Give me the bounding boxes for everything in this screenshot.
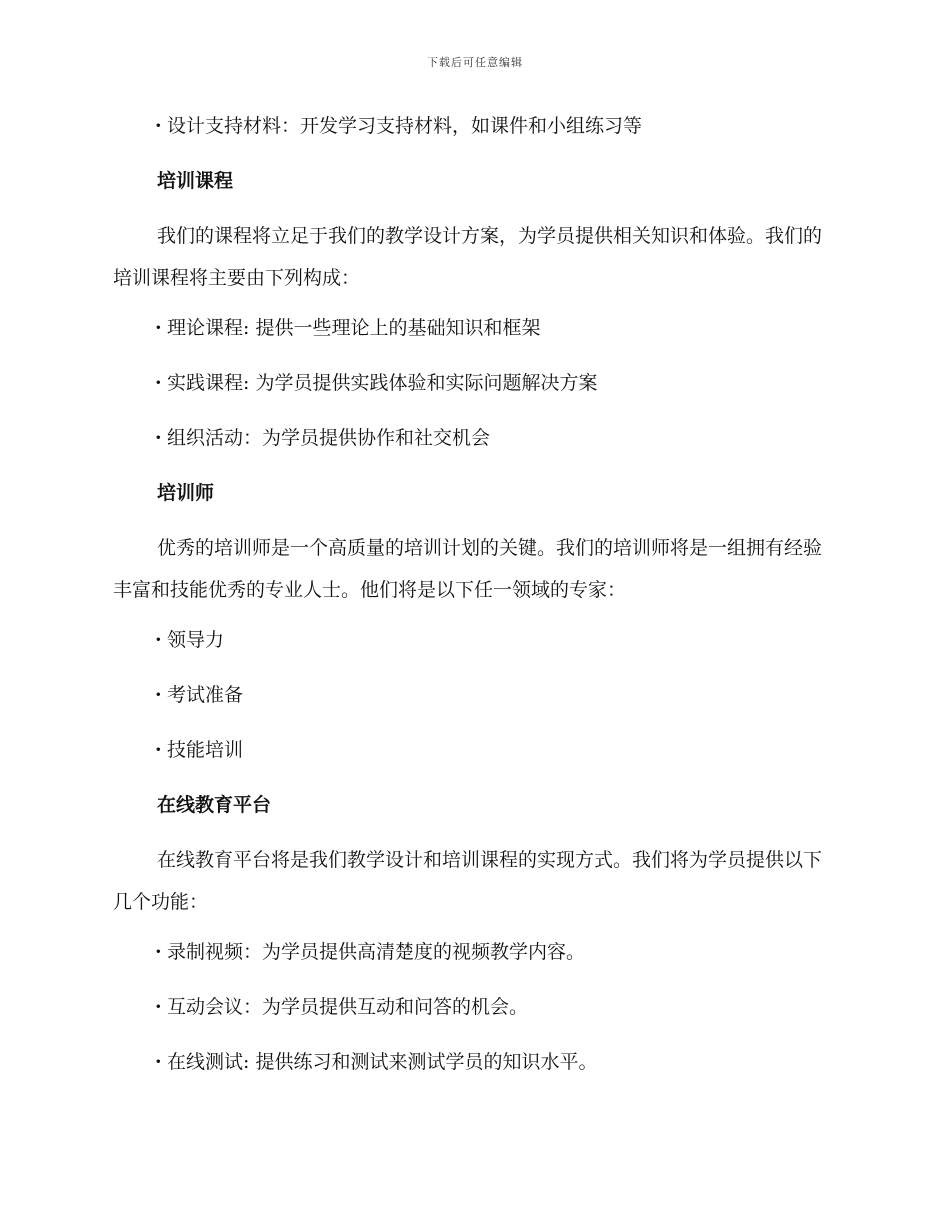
bullet-online-tests [113, 1046, 835, 1078]
bullet-dot: · [155, 739, 162, 761]
bullet-text: 互动会议：为学员提供互动和问答的机会。 [167, 996, 529, 1018]
bullet-text: 技能培训 [167, 739, 244, 761]
bullet-practice-courses [113, 367, 835, 399]
bullet-text: 在线测试: 提供练习和测试来测试学员的知识水平。 [167, 1051, 598, 1073]
bullet-dot: · [155, 372, 162, 394]
bullet-dot: · [155, 684, 162, 706]
bullet-leadership [113, 624, 835, 656]
bullet-text: 组织活动：为学员提供协作和社交机会 [167, 427, 491, 449]
bullet-text: 录制视频：为学员提供高清楚度的视频教学内容。 [167, 941, 586, 963]
bullet-dot: · [155, 317, 162, 339]
heading-trainers: 培训师 [157, 482, 215, 504]
bullet-dot: · [155, 427, 162, 449]
bullet-text: 领导力 [167, 629, 225, 651]
bullet-dot: · [155, 996, 162, 1018]
bullet-exam-prep [113, 679, 835, 711]
bullet-dot: · [155, 1051, 162, 1073]
bullet-interactive-meetings [113, 991, 835, 1023]
heading-online-platform: 在线教育平台 [157, 794, 272, 816]
bullet-text: 实践课程: 为学员提供实践体验和实际问题解决方案 [167, 372, 598, 394]
paragraph-courses: 我们的课程将立足于我们的教学设计方案，为学员提供相关知识和体验。我们的培训课程将主要由下列构成： [113, 225, 823, 289]
bullet-skills-training [113, 734, 835, 766]
page-header: 下载后可任意编辑 [427, 56, 523, 69]
heading-training-courses: 培训课程 [157, 170, 234, 192]
document-body [113, 110, 835, 1101]
bullet-text: 考试准备 [167, 684, 244, 706]
bullet-dot: · [155, 115, 162, 137]
bullet-theory-courses [113, 312, 835, 344]
bullet-dot: · [155, 941, 162, 963]
bullet-text: 设计支持材料：开发学习支持材料，如课件和小组练习等 [167, 115, 643, 137]
bullet-support-materials [113, 110, 835, 142]
bullet-dot: · [155, 629, 162, 651]
paragraph-trainers: 优秀的培训师是一个高质量的培训计划的关键。我们的培训师将是一组拥有经验丰富和技能优秀的专业人士。他们将是以下任一领域的专家： [113, 537, 823, 601]
bullet-text: 理论课程: 提供一些理论上的基础知识和框架 [167, 317, 541, 339]
bullet-organized-activities [113, 422, 835, 454]
paragraph-online-platform: 在线教育平台将是我们教学设计和培训课程的实现方式。我们将为学员提供以下几个功能： [113, 849, 823, 913]
bullet-recorded-video [113, 936, 835, 968]
